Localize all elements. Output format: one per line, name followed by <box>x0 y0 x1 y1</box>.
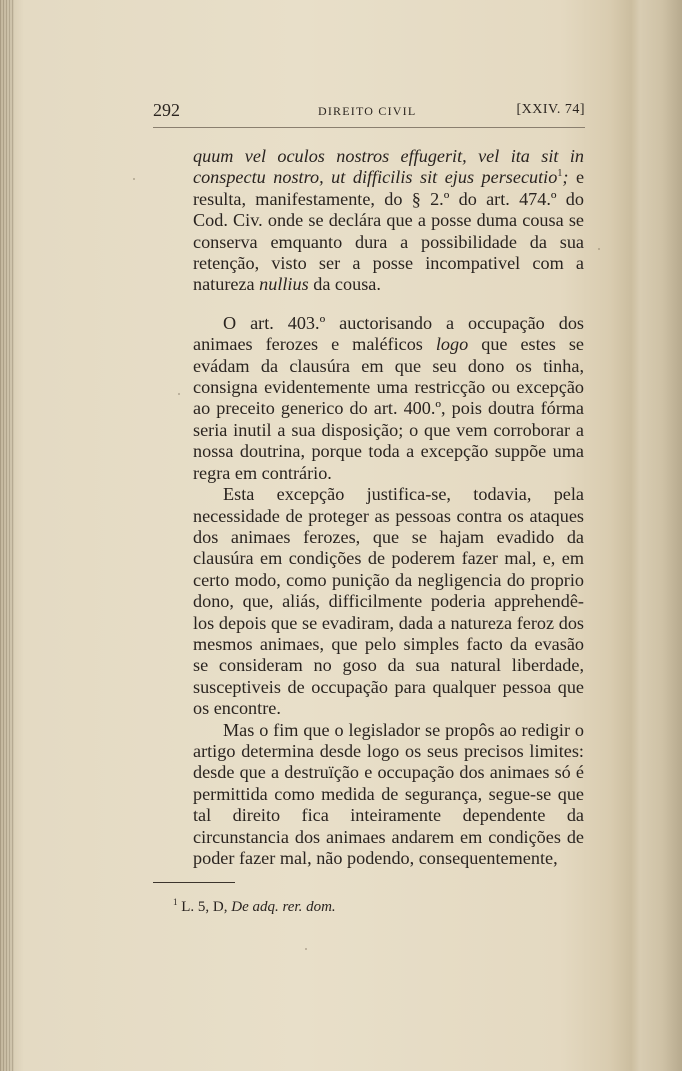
italic-text: nullius <box>259 274 309 295</box>
footnote-reference: 1 <box>557 168 563 180</box>
running-head <box>153 100 585 124</box>
footnote-marker: 1 <box>173 897 178 907</box>
footnote-rule <box>153 882 235 883</box>
header-rule <box>153 127 585 128</box>
italic-text: ; <box>562 167 576 188</box>
footnote-citation: De adq. rer. dom. <box>231 899 336 915</box>
text-run: O art. 403.º auctorisando a occupação dos animaes ferozes e maléficos <box>193 312 584 355</box>
text-run: e resulta, manifestamente, do § 2.º do art. 474.º do Cod. Civ. onde se declára que a posse duma cousa se conserva emquanto dura a possibilidade da sua retenção, visto ser a posse incompativel com a natureza <box>193 167 585 295</box>
footnote <box>173 899 336 916</box>
next-leaf-edge <box>632 0 682 1071</box>
paragraph-2 <box>193 313 584 484</box>
body-text <box>193 146 584 869</box>
italic-text: quum vel oculos nostros effugerit, vel ita sit in conspectu nostro, ut difficilis sit ejus persecutio <box>193 146 584 188</box>
footnote-text: L. 5, D, <box>181 899 232 915</box>
paragraph-3 <box>193 484 584 719</box>
italic-text: logo <box>435 334 469 355</box>
paper-speck <box>305 948 307 950</box>
text-run: da cousa. <box>308 274 381 295</box>
binding-edge <box>0 0 14 1071</box>
text-run: Esta excepção justifica-se, todavia, pela necessidade de proteger as pessoas contra os ataques dos animaes ferozes, que se hajam evadido da clausúra em condições de poderem fazer mal, e, em certo modo, como punição da negligencia do proprio dono, que, aliás, difficilmente poderia apprehendê-los depois que se evadiram, dada a natureza feroz dos mesmos animaes, que pelo simples facto da evasão se consideram no goso da sua natural liberdade, susceptiveis de occupação para qualquer pessoa que os encontre. <box>193 484 584 719</box>
text-run: que estes se evádam da clausúra em que seu dono os tinha, consigna evidentemente uma restricção ou excepção ao preceito generico do art. 400.º, pois doutra fórma seria inutil a sua disposição; o que vem corroborar a nossa doutrina, porque toda a excepção suppõe uma regra em contrário. <box>193 334 584 483</box>
running-head-section: [XXIV. 74] <box>516 102 585 117</box>
running-head-title: DIREITO CIVIL <box>318 104 417 118</box>
text-run: Mas o fim que o legislador se propôs ao redigir o artigo determina desde logo os seus precisos limites: desde que a destruïção e occupação dos animaes só é permittida como medida de segurança, segue-se que tal direito fica inteiramente dependente da circunstancia dos animaes andarem em condições de poder fazer mal, não podendo, consequentemente, <box>193 719 584 868</box>
paragraph-1 <box>193 146 584 296</box>
paper-speck <box>598 248 600 250</box>
page-number: 292 <box>153 100 180 120</box>
paragraph-4 <box>193 720 584 870</box>
paper-speck <box>178 393 180 395</box>
paper-speck <box>133 178 135 180</box>
